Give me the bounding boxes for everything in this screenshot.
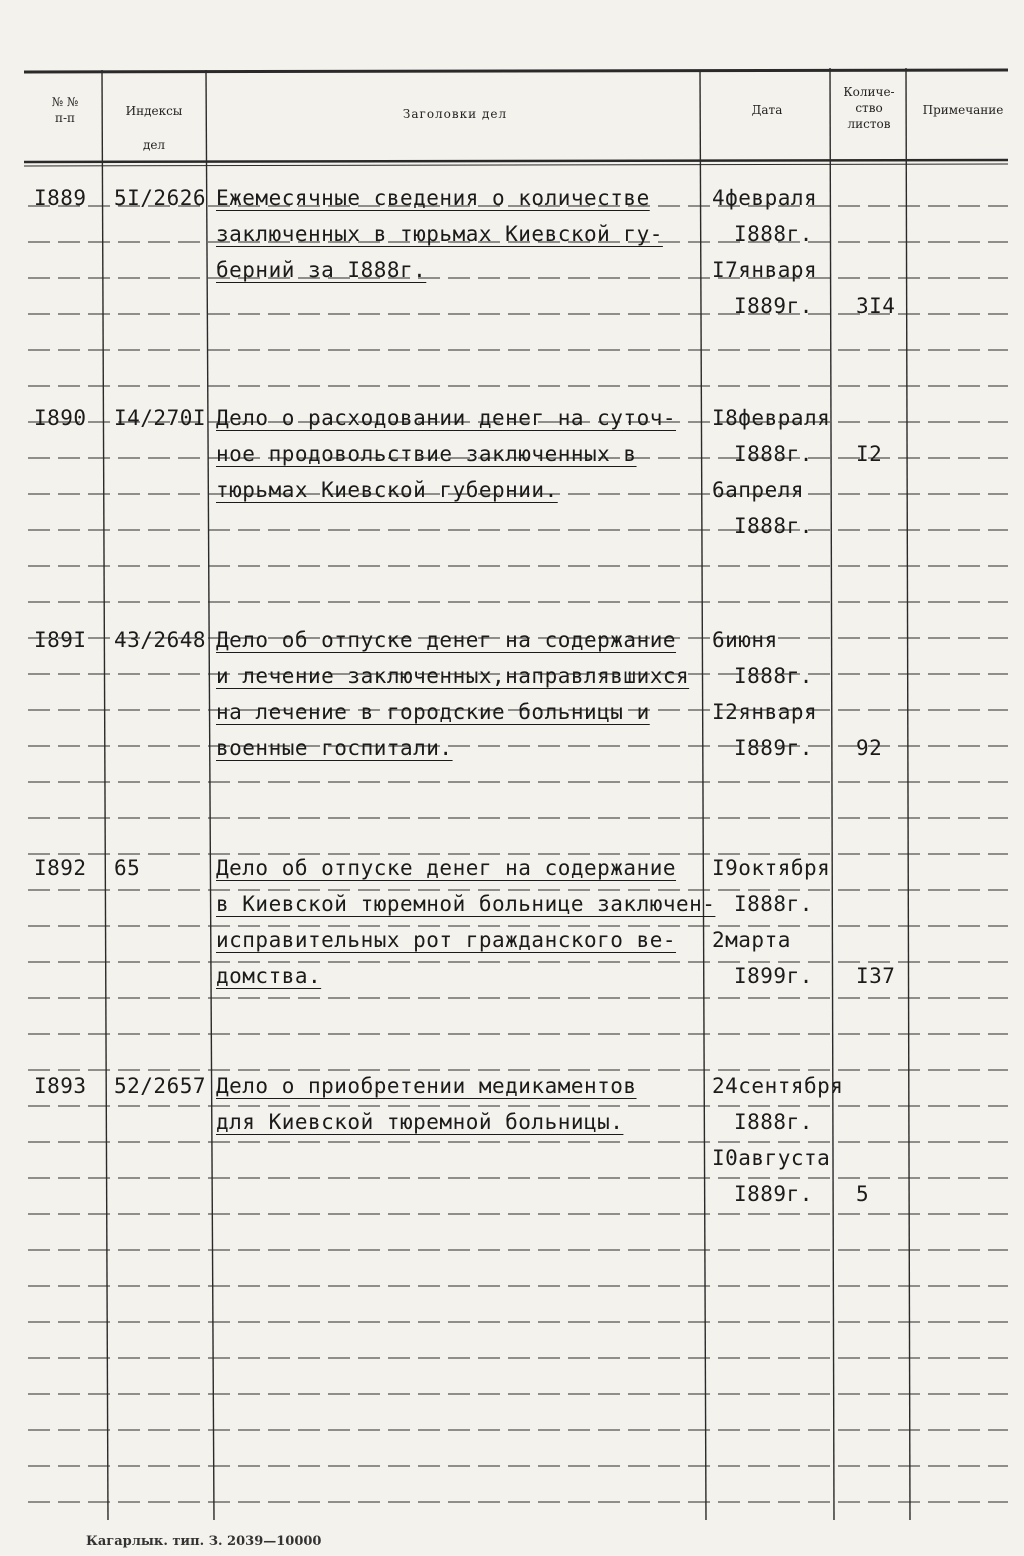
- grid-line: [906, 68, 910, 1520]
- title-line: на лечение в городские больницы и: [216, 700, 650, 724]
- record-number: I889: [34, 186, 87, 210]
- title-line: и лечение заключенных,направлявшихся: [216, 664, 690, 688]
- record-title: [216, 1074, 637, 1146]
- date-line: I888г.: [734, 442, 813, 466]
- printer-imprint: Кагарлык. тип. З. 2039—10000: [86, 1534, 322, 1549]
- header-count: Количе- ство листов: [843, 85, 895, 131]
- grid-line: [24, 164, 1008, 166]
- record-dates: [712, 186, 817, 330]
- grid-line: [700, 70, 706, 1520]
- date-line: I889г.: [734, 1182, 813, 1206]
- title-line: заключенных в тюрьмах Киевской гу-: [216, 222, 663, 246]
- record-title: [216, 186, 663, 294]
- date-line: 2марта: [712, 928, 791, 952]
- date-line: I9октября: [712, 856, 831, 880]
- record-sheet-count: I2: [856, 442, 883, 466]
- date-line: I889г.: [734, 736, 813, 760]
- grid-line: [830, 68, 834, 1520]
- record-number: I893: [34, 1074, 87, 1098]
- grid-line: [206, 70, 214, 1520]
- record-index: 52/2657: [114, 1074, 207, 1098]
- header-num: № № п-п: [51, 95, 79, 125]
- date-line: 6июня: [712, 628, 778, 652]
- title-line: в Киевской тюремной больнице заключен-: [216, 892, 716, 916]
- header-date: Дата: [751, 103, 783, 117]
- date-line: I888г.: [734, 514, 813, 538]
- date-line: I889г.: [734, 294, 813, 318]
- date-line: 24сентября: [712, 1074, 844, 1098]
- date-line: I888г.: [734, 222, 813, 246]
- record-sheet-count: 5: [856, 1182, 870, 1206]
- title-line: ное продовольствие заключенных в: [216, 442, 637, 466]
- date-line: I7января: [712, 258, 818, 282]
- date-line: 4февраля: [712, 186, 818, 210]
- record-dates: [712, 856, 830, 1000]
- date-line: I8февраля: [712, 406, 831, 430]
- record-dates: [712, 406, 830, 550]
- date-line: I0августа: [712, 1146, 831, 1170]
- record-number: I892: [34, 856, 87, 880]
- record-index: 43/2648: [114, 628, 207, 652]
- record-dates: [712, 1074, 843, 1218]
- title-line: тюрьмах Киевской губернии.: [216, 478, 558, 502]
- date-line: I899г.: [734, 964, 813, 988]
- title-line: домства.: [216, 964, 322, 988]
- title-line: Дело об отпуске денег на содержание: [216, 628, 677, 652]
- record-dates: [712, 628, 817, 772]
- title-line: берний за I888г.: [216, 258, 427, 282]
- record-number: I89I: [34, 628, 87, 652]
- date-line: 6апреля: [712, 478, 805, 502]
- title-line: исправительных рот гражданского ве-: [216, 928, 677, 952]
- date-line: I888г.: [734, 892, 813, 916]
- title-line: Дело о расходовании денег на суточ-: [216, 406, 677, 430]
- grid-line: [24, 70, 1008, 72]
- record-sheet-count: I37: [856, 964, 896, 988]
- header-note: Примечание: [922, 103, 1004, 117]
- record-title: [216, 406, 676, 514]
- record-title: [216, 856, 715, 1000]
- record-index: I4/270I: [114, 406, 207, 430]
- grid-line: [102, 70, 108, 1520]
- record-sheet-count: 3I4: [856, 294, 896, 318]
- title-line: Ежемесячные сведения о количестве: [216, 186, 650, 210]
- record-title: [216, 628, 689, 772]
- record-index: 65: [114, 856, 141, 880]
- date-line: I888г.: [734, 1110, 813, 1134]
- title-line: военные госпитали.: [216, 736, 453, 760]
- header-title: Заголовки дел: [402, 107, 508, 121]
- title-line: для Киевской тюремной больницы.: [216, 1110, 624, 1134]
- record-sheet-count: 92: [856, 736, 883, 760]
- record-index: 5I/2626: [114, 186, 207, 210]
- title-line: Дело об отпуске денег на содержание: [216, 856, 677, 880]
- date-line: I888г.: [734, 664, 813, 688]
- date-line: I2января: [712, 700, 818, 724]
- header-index: Индексы дел: [125, 104, 183, 152]
- record-number: I890: [34, 406, 87, 430]
- title-line: Дело о приобретении медикаментов: [216, 1074, 637, 1098]
